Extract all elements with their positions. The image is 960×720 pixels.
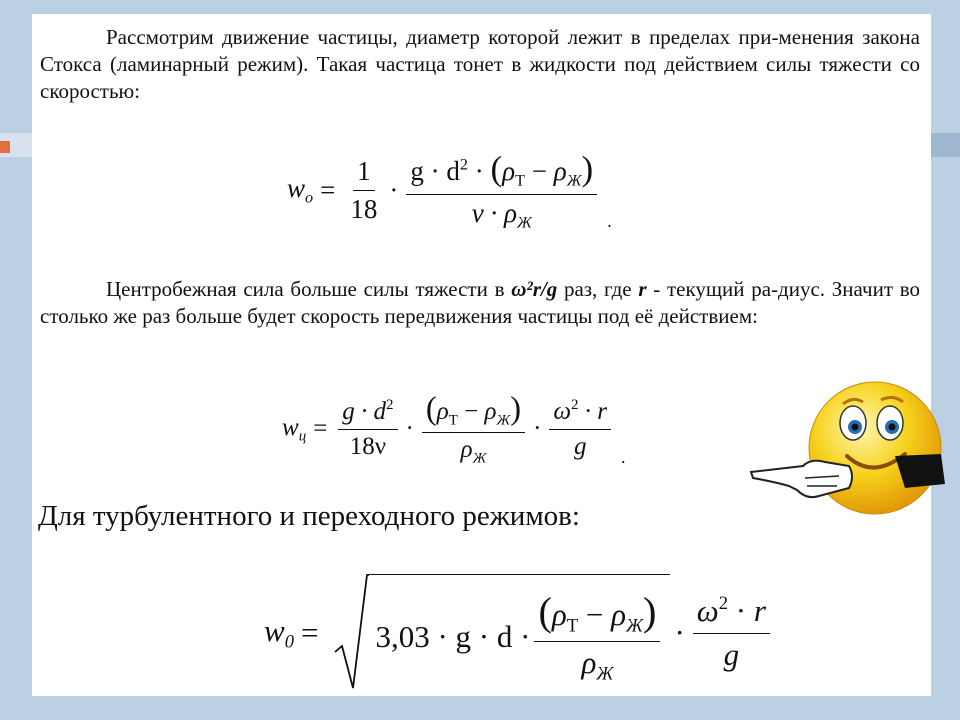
paragraph2-text-a: Центробежная сила больше силы тяжести в — [106, 277, 512, 301]
formula2-lhs-sub: ц — [298, 427, 307, 444]
formula3-coef: 3,03 · g · d · — [375, 618, 531, 654]
slide-decor-accent — [0, 141, 10, 153]
formula1-coef-den: 18 — [350, 194, 378, 225]
formula1-sub-zh: Ж — [566, 171, 582, 190]
formula-settling-velocity: $w_о$ = $\frac{1}{18}$ · $\frac{g \cdot d^2 \cdot (\rho_Т - \rho_Ж)}{\nu \cdot \rho_Ж}$ . — [287, 149, 612, 232]
formula2-den1: 18ν — [349, 433, 387, 461]
formula1-lhs: w — [287, 173, 306, 204]
document-page — [32, 14, 931, 696]
paragraph-centrifugal — [40, 276, 920, 330]
formula3-lhs-sub: 0 — [284, 631, 294, 653]
sqrt-radical: 3,03 · g · d · $\frac{(\rho_Т - \rho_Ж)}{\rho_Ж}$ — [333, 574, 670, 692]
paragraph2-text-b: раз, где — [557, 277, 639, 301]
formula2-lhs: w — [282, 413, 299, 441]
formula1-rho-t: ρ — [502, 156, 516, 186]
formula1-lhs-sub: о — [305, 188, 314, 207]
formula2-r: · r — [584, 398, 608, 426]
paragraph2-r: r — [638, 277, 647, 301]
formula2-omega: ω — [553, 398, 572, 426]
formula1-sub-t: Т — [515, 171, 525, 190]
sqrt-icon — [333, 574, 369, 692]
formula3-lhs: w — [264, 612, 285, 648]
paragraph2-text-c: - текущий ра-диус. Значит во столько же раз больше будет скорость передвижения частицы под её действием: — [40, 277, 920, 328]
heading-turbulent: Для турбулентного и переходного режимов: — [38, 500, 580, 532]
paragraph-stokes-intro — [40, 24, 920, 105]
formula2-g: g — [573, 433, 587, 461]
paragraph2-ratio: ω²r/g — [511, 277, 558, 301]
pointing-smiley-icon — [745, 378, 960, 518]
paragraph-stokes-text: Рассмотрим движение частицы, диаметр которой лежит в пределах при-менения закона Стокса (ламинарный режим). Такая частица тонет в жидкости под действием силы тяжести со скоростью: — [40, 25, 920, 103]
formula1-numerator: g · d — [410, 156, 460, 186]
formula-turbulent-velocity: $w_0$ = 3,03 · g · d · $\frac{(\rho_Т - \rho_Ж)}{\rho_Ж}$ · $\frac{\omega^2 \cdot r}{g}$ — [264, 574, 774, 692]
slide-decor-right — [930, 133, 960, 157]
formula1-rho-zh: ρ — [553, 156, 567, 186]
formula1-denominator: ν · ρ — [471, 197, 517, 228]
formula1-coef-num: 1 — [353, 156, 375, 191]
formula2-num1: g · d — [342, 398, 387, 426]
formula-centrifugal-velocity: $w_ц$ = $\frac{g \cdot d^2}{18\nu}$ · $\frac{(\rho_Т - \rho_Ж)}{\rho_Ж}$ · $\frac{\omega^2 \cdot r}{g}$ . — [282, 391, 626, 467]
